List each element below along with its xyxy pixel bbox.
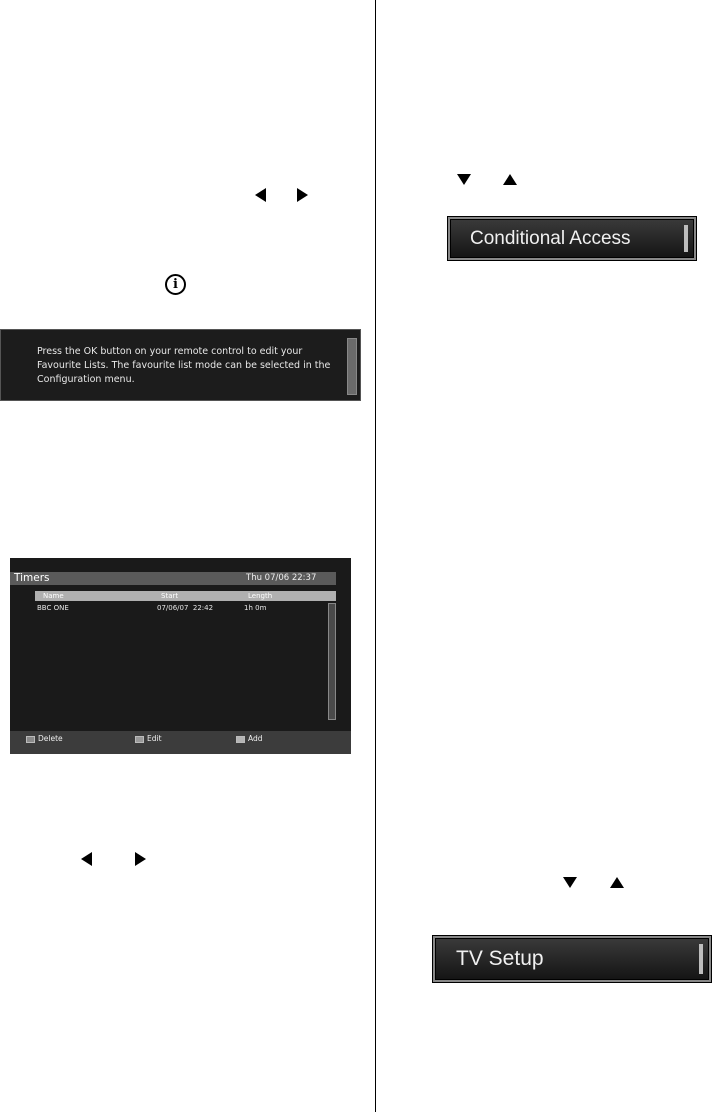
column-header-name: Name xyxy=(43,592,64,600)
delete-button-label[interactable]: Delete xyxy=(38,734,63,743)
up-arrow-icon xyxy=(610,877,624,888)
delete-key-icon xyxy=(26,736,35,743)
info-message-text: Press the OK button on your remote control to edit your Favourite Lists. The favourite list mode can be selected in the Configuration menu. xyxy=(37,346,331,385)
column-divider xyxy=(375,0,376,1112)
info-icon xyxy=(165,274,186,295)
left-arrow-icon xyxy=(255,188,266,202)
timers-datetime: Thu 07/06 22:37 xyxy=(246,573,317,583)
timers-table-header xyxy=(35,591,336,601)
timer-row-start[interactable]: 07/06/07 22:42 xyxy=(157,604,214,612)
up-arrow-icon xyxy=(503,174,517,185)
conditional-access-menu-button[interactable] xyxy=(448,217,696,260)
timers-scrollbar[interactable] xyxy=(328,603,336,720)
edit-button-label[interactable]: Edit xyxy=(147,734,162,743)
column-header-start: Start xyxy=(161,592,179,600)
conditional-access-label: Conditional Access xyxy=(470,227,631,249)
info-panel-scrollbar[interactable] xyxy=(347,338,357,395)
right-arrow-icon xyxy=(135,852,146,866)
info-icon-glyph: i xyxy=(173,277,178,292)
column-header-length: Length xyxy=(248,592,273,600)
tv-setup-label: TV Setup xyxy=(456,947,544,970)
down-arrow-icon xyxy=(457,174,471,185)
add-key-icon xyxy=(236,736,245,743)
right-arrow-icon xyxy=(297,188,308,202)
add-button-label[interactable]: Add xyxy=(248,734,263,743)
timers-screen xyxy=(10,558,351,754)
edit-key-icon xyxy=(135,736,144,743)
left-arrow-icon xyxy=(81,852,92,866)
timer-row-name[interactable]: BBC ONE xyxy=(37,604,69,612)
timer-row-length[interactable]: 1h 0m xyxy=(244,604,267,612)
timers-title: Timers xyxy=(14,572,50,584)
down-arrow-icon xyxy=(563,877,577,888)
tv-setup-menu-button[interactable] xyxy=(433,936,711,982)
